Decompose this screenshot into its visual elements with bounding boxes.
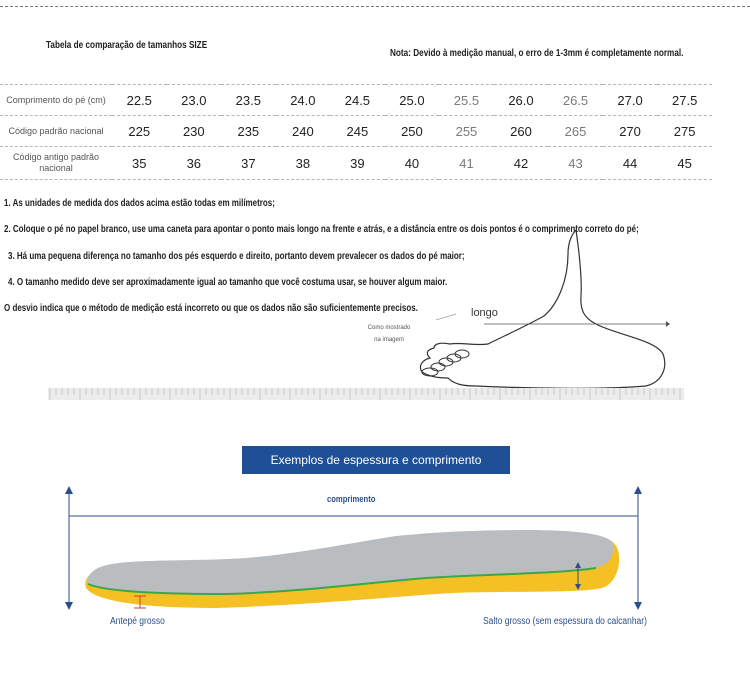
- table-cell: 265: [548, 116, 603, 147]
- table-cell: 38: [276, 147, 331, 180]
- table-cell: 43: [548, 147, 603, 180]
- insole-length-label: comprimento: [327, 494, 376, 504]
- table-cell: 26.0: [494, 85, 549, 116]
- arrowhead-icon: [65, 602, 73, 610]
- table-cell: 39: [330, 147, 385, 180]
- table-cell: 27.5: [657, 85, 712, 116]
- heel-caption: Salto grosso (sem espessura do calcanhar): [483, 616, 647, 627]
- table-cell: 230: [167, 116, 222, 147]
- instruction-1: 1. As unidades de medida dos dados acima estão todas em milímetros;: [4, 198, 275, 209]
- instruction-4: 4. O tamanho medido deve ser aproximadamente igual ao tamanho que você costuma usar, se houver algum maior.: [8, 277, 448, 288]
- table-cell: 235: [221, 116, 276, 147]
- table-cell: 275: [657, 116, 712, 147]
- table-cell: 40: [385, 147, 440, 180]
- table-row: [0, 85, 712, 116]
- table-cell: 36: [167, 147, 222, 180]
- table-cell: 255: [439, 116, 494, 147]
- table-cell: 37: [221, 147, 276, 180]
- table-cell: 24.0: [276, 85, 331, 116]
- table-cell: 25.5: [439, 85, 494, 116]
- table-cell: 26.5: [548, 85, 603, 116]
- thickness-section-banner: Exemplos de espessura e comprimento: [242, 446, 510, 474]
- table-cell: 23.0: [167, 85, 222, 116]
- table-cell: 35: [112, 147, 167, 180]
- toe-outline: [422, 368, 438, 376]
- top-dashed-border: [0, 6, 750, 7]
- row-label: Código antigo padrão nacional: [0, 147, 112, 180]
- ruler-body: [48, 388, 684, 400]
- ruler-band: [48, 384, 684, 408]
- table-cell: 250: [385, 116, 440, 147]
- toe-outline: [431, 363, 445, 371]
- table-cell: 24.5: [330, 85, 385, 116]
- arrowhead-icon: [634, 486, 642, 494]
- table-cell: 42: [494, 147, 549, 180]
- length-label-longo: longo: [471, 307, 498, 319]
- measurement-note: Nota: Devido à medição manual, o erro de 1-3mm é completamente normal.: [390, 48, 684, 59]
- caption-leader-line: [436, 314, 456, 320]
- foot-path: [420, 230, 664, 388]
- instruction-2: 2. Coloque o pé no papel branco, use uma caneta para apontar o ponto mais longo na frente e atrás, e a distância entre os dois pontos é o comprimento correto do pé;: [4, 224, 639, 235]
- table-cell: 27.0: [603, 85, 658, 116]
- instruction-5: O desvio indica que o método de medição está incorreto ou que os dados não são suficientemente precisos.: [4, 303, 418, 314]
- arrowhead-icon: [65, 486, 73, 494]
- table-row: [0, 147, 712, 180]
- instruction-3: 3. Há uma pequena diferença no tamanho dos pés esquerdo e direito, portanto devem prevalecer os dados do pé maior;: [8, 251, 465, 262]
- table-cell: 245: [330, 116, 385, 147]
- table-cell: 225: [112, 116, 167, 147]
- table-cell: 22.5: [112, 85, 167, 116]
- forefoot-caption: Antepé grosso: [110, 616, 165, 627]
- table-cell: 260: [494, 116, 549, 147]
- table-cell: 25.0: [385, 85, 440, 116]
- row-label: Código padrão nacional: [0, 116, 112, 147]
- foot-outline-illustration: [400, 218, 690, 394]
- size-table-title: Tabela de comparação de tamanhos SIZE: [46, 40, 208, 51]
- table-cell: 44: [603, 147, 658, 180]
- table-cell: 23.5: [221, 85, 276, 116]
- table-cell: 41: [439, 147, 494, 180]
- table-cell: 270: [603, 116, 658, 147]
- table-row: [0, 116, 712, 147]
- arrowhead-icon: [666, 321, 670, 327]
- table-cell: 45: [657, 147, 712, 180]
- figure-caption: Como mostrado na imagem: [367, 325, 411, 343]
- row-label: Comprimento do pé (cm): [0, 85, 112, 116]
- arrowhead-icon: [634, 602, 642, 610]
- table-cell: 240: [276, 116, 331, 147]
- size-comparison-table: [0, 84, 712, 180]
